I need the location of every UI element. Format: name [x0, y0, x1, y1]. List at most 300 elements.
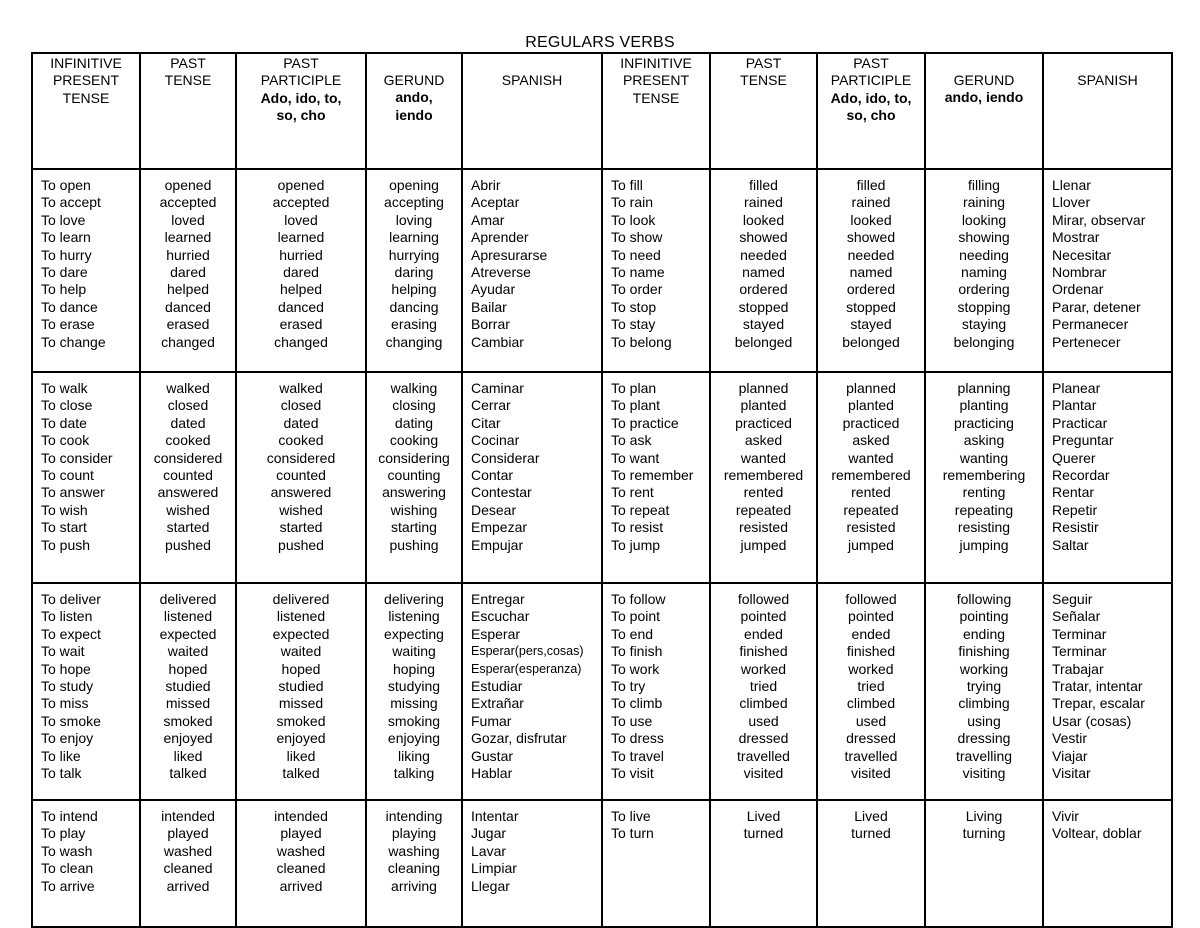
gerund-entry: accepting: [384, 194, 444, 211]
spanish-entry: Amar: [471, 211, 505, 228]
infinitive-entry: To hope: [41, 660, 91, 677]
past-tense-entry: dared: [170, 264, 206, 281]
past-tense-entry: walked: [166, 380, 210, 396]
gerund-entry: opening: [389, 177, 439, 193]
gerund-entry: turning: [962, 825, 1006, 842]
header-line: PARTICIPLE: [260, 72, 342, 89]
spanish-entry: Esperar(esperanza): [471, 661, 582, 676]
spanish-entry: Nombrar: [1052, 264, 1107, 281]
gerund-entry: cooking: [389, 432, 439, 449]
spanish-entry: Desear: [471, 501, 517, 518]
past-participle-entry: jumped: [848, 536, 894, 553]
header-line: PAST: [283, 55, 319, 71]
header-line: PARTICIPLE: [830, 72, 912, 89]
header-subline: ando, iendo: [944, 89, 1024, 106]
past-participle-entry: closed: [280, 397, 322, 414]
infinitive-entry: To repeat: [611, 501, 670, 518]
past-participle-entry: cleaned: [276, 860, 326, 877]
header-past-participle-right: [817, 53, 925, 169]
past-participle-entry: washed: [276, 842, 326, 859]
spanish-entry: Preguntar: [1052, 432, 1114, 449]
past-tense-cell: [140, 372, 236, 583]
gerund-entry: ending: [962, 625, 1006, 642]
spanish-entry: Rentar: [1052, 484, 1095, 501]
spanish-entry: Terminar: [1052, 625, 1107, 642]
infinitive-entry: To accept: [41, 194, 101, 211]
past-tense-entry: washed: [163, 842, 213, 859]
header-gerund-left: [366, 53, 462, 169]
infinitive-entry: To plant: [611, 397, 661, 414]
past-participle-cell: [236, 372, 366, 583]
past-tense-entry: dressed: [738, 730, 789, 747]
past-tense-entry: looked: [742, 211, 785, 228]
past-tense-entry: helped: [166, 281, 210, 298]
header-infinitive-left: [32, 53, 140, 169]
header-past-tense-left: [140, 53, 236, 169]
gerund-entry: dancing: [389, 298, 439, 315]
past-tense-entry: delivered: [159, 591, 217, 607]
past-participle-entry: dared: [283, 264, 319, 281]
past-tense-entry: rained: [744, 194, 783, 211]
infinitive-entry: To resist: [611, 519, 664, 536]
past-participle-entry: ended: [851, 625, 891, 642]
past-participle-entry: smoked: [276, 712, 326, 729]
verb-group-row: [32, 800, 1172, 927]
past-tense-entry: counted: [163, 467, 213, 484]
past-participle-entry: learned: [277, 229, 325, 246]
header-line: PAST: [745, 55, 782, 71]
spanish-entry: Cerrar: [471, 397, 511, 414]
gerund-entry: wishing: [390, 501, 438, 518]
past-participle-entry: climbed: [846, 695, 896, 712]
infinitive-entry: To remember: [611, 467, 694, 484]
past-tense-entry: talked: [169, 765, 207, 782]
gerund-entry: using: [967, 712, 1001, 729]
spanish-entry: Trepar, escalar: [1052, 695, 1145, 712]
past-participle-entry: loved: [284, 211, 318, 228]
past-tense-entry: changed: [161, 333, 215, 350]
infinitive-entry: To open: [41, 177, 91, 193]
header-line: PAST: [853, 55, 889, 71]
infinitive-entry: To look: [611, 211, 656, 228]
infinitive-entry: To smoke: [41, 712, 101, 729]
infinitive-entry: To love: [41, 211, 86, 228]
infinitive-entry: To date: [41, 414, 87, 431]
infinitive-entry: To stop: [611, 298, 657, 315]
infinitive-entry: To travel: [611, 747, 664, 764]
header-line: PRESENT: [622, 72, 690, 89]
infinitive-cell: [32, 169, 140, 372]
spanish-entry: Ordenar: [1052, 281, 1104, 298]
gerund-cell: [366, 800, 462, 927]
gerund-entry: remembering: [942, 467, 1026, 484]
spanish-entry: Vestir: [1052, 730, 1088, 747]
spanish-entry: Gustar: [471, 747, 514, 764]
infinitive-entry: To miss: [41, 695, 89, 712]
gerund-entry: studying: [387, 678, 441, 695]
header-line: PAST: [170, 55, 206, 71]
spanish-entry: Permanecer: [1052, 316, 1129, 333]
spanish-entry: Empezar: [471, 519, 528, 536]
past-participle-entry: planned: [846, 380, 896, 396]
gerund-cell: [366, 583, 462, 800]
spanish-entry: Viajar: [1052, 747, 1088, 764]
infinitive-entry: To want: [611, 449, 660, 466]
spanish-entry: Extrañar: [471, 695, 524, 712]
past-participle-entry: waited: [280, 643, 322, 660]
spanish-entry: Plantar: [1052, 397, 1097, 414]
past-participle-entry: repeated: [843, 501, 899, 518]
infinitive-entry: To cook: [41, 432, 90, 449]
past-tense-entry: studied: [165, 678, 211, 695]
gerund-entry: finishing: [958, 643, 1010, 660]
spanish-entry: Entregar: [471, 591, 525, 607]
past-participle-entry: planted: [848, 397, 894, 414]
past-participle-entry: turned: [851, 825, 891, 842]
infinitive-entry: To intend: [41, 808, 98, 824]
infinitive-cell: [602, 169, 710, 372]
gerund-entry: missing: [390, 695, 438, 712]
past-participle-entry: delivered: [272, 591, 330, 607]
header-infinitive-right: [602, 53, 710, 169]
past-participle-entry: followed: [845, 591, 897, 607]
spanish-entry: Usar (cosas): [1052, 712, 1132, 729]
infinitive-entry: To wish: [41, 501, 88, 518]
past-participle-entry: erased: [279, 316, 323, 333]
header-subline: Ado, ido, to,: [830, 89, 912, 106]
past-participle-cell: [236, 169, 366, 372]
past-tense-entry: opened: [164, 177, 212, 193]
past-tense-entry: cleaned: [163, 860, 213, 877]
spanish-cell: [1043, 169, 1172, 372]
past-tense-entry: jumped: [740, 536, 787, 553]
infinitive-entry: To fill: [611, 177, 643, 193]
spanish-entry: Contestar: [471, 484, 532, 501]
spanish-entry: Aceptar: [471, 194, 520, 211]
infinitive-entry: To live: [611, 808, 651, 824]
spanish-entry: Caminar: [471, 380, 524, 396]
infinitive-entry: To show: [611, 229, 663, 246]
gerund-entry: needing: [959, 246, 1009, 263]
past-tense-entry: erased: [166, 316, 210, 333]
gerund-entry: waiting: [392, 643, 436, 660]
gerund-entry: ordering: [958, 281, 1010, 298]
infinitive-entry: To hurry: [41, 246, 92, 263]
header-line: TENSE: [62, 89, 110, 106]
past-tense-cell: [710, 583, 817, 800]
infinitive-entry: To learn: [41, 229, 91, 246]
past-participle-entry: tried: [857, 678, 885, 695]
spanish-entry: Empujar: [471, 536, 524, 553]
infinitive-entry: To climb: [611, 695, 663, 712]
infinitive-entry: To count: [41, 467, 94, 484]
past-participle-entry: Lived: [854, 808, 888, 824]
gerund-entry: belonging: [953, 333, 1015, 350]
past-tense-cell: [710, 800, 817, 927]
infinitive-entry: To use: [611, 712, 653, 729]
gerund-entry: trying: [966, 678, 1002, 695]
header-subline: iendo: [395, 106, 433, 123]
spanish-entry: Practicar: [1052, 414, 1108, 431]
past-participle-entry: named: [849, 264, 893, 281]
header-past-tense-right: [710, 53, 817, 169]
past-tense-cell: [140, 169, 236, 372]
spanish-cell: [462, 372, 602, 583]
infinitive-cell: [602, 372, 710, 583]
gerund-entry: hurrying: [388, 246, 440, 263]
spanish-entry: Voltear, doblar: [1052, 825, 1142, 842]
past-tense-entry: travelled: [737, 747, 790, 764]
regular-verbs-table: [31, 52, 1173, 928]
past-participle-entry: hurried: [279, 246, 323, 263]
past-participle-entry: stopped: [846, 298, 896, 315]
past-tense-entry: loved: [171, 211, 205, 228]
past-participle-entry: wished: [279, 501, 323, 518]
spanish-entry: Abrir: [471, 177, 501, 193]
gerund-entry: washing: [388, 842, 440, 859]
infinitive-entry: To walk: [41, 380, 88, 396]
spanish-entry: Ayudar: [471, 281, 516, 298]
gerund-entry: following: [956, 591, 1012, 607]
past-participle-entry: travelled: [844, 747, 898, 764]
header-spanish-left: [462, 53, 602, 169]
spanish-entry: Citar: [471, 414, 501, 431]
past-tense-entry: planned: [738, 380, 789, 396]
past-tense-entry: resisted: [738, 519, 789, 536]
spanish-entry: Llenar: [1052, 177, 1091, 193]
past-tense-cell: [140, 583, 236, 800]
gerund-entry: learning: [389, 229, 439, 246]
past-participle-entry: started: [279, 519, 323, 536]
past-participle-entry: practiced: [842, 414, 900, 431]
infinitive-entry: To listen: [41, 608, 93, 625]
past-tense-entry: expected: [159, 625, 217, 642]
spanish-entry: Repetir: [1052, 501, 1098, 518]
spanish-entry: Vivir: [1052, 808, 1079, 824]
spanish-entry: Atreverse: [471, 264, 531, 281]
gerund-cell: [925, 372, 1043, 583]
gerund-entry: jumping: [959, 536, 1009, 553]
spanish-entry: Cambiar: [471, 333, 524, 350]
spanish-entry: Seguir: [1052, 591, 1093, 607]
past-tense-cell: [140, 800, 236, 927]
gerund-entry: naming: [961, 264, 1007, 281]
past-participle-entry: danced: [278, 298, 324, 315]
spanish-entry: Apresurarse: [471, 246, 548, 263]
gerund-cell: [366, 169, 462, 372]
gerund-entry: filling: [968, 177, 1000, 193]
gerund-entry: dating: [394, 414, 434, 431]
spanish-entry: Aprender: [471, 229, 529, 246]
infinitive-entry: To play: [41, 825, 86, 842]
gerund-entry: working: [959, 660, 1009, 677]
infinitive-entry: To clean: [41, 860, 94, 877]
infinitive-entry: To push: [41, 536, 91, 553]
gerund-entry: dressing: [957, 730, 1011, 747]
spanish-entry: Jugar: [471, 825, 507, 842]
past-tense-entry: climbed: [739, 695, 788, 712]
past-participle-entry: opened: [277, 177, 325, 193]
verb-group-row: [32, 169, 1172, 372]
past-tense-entry: Lived: [746, 808, 781, 824]
past-tense-entry: hoped: [168, 660, 208, 677]
header-line: SPANISH: [501, 72, 563, 88]
past-tense-entry: liked: [173, 747, 203, 764]
spanish-entry: Tratar, intentar: [1052, 678, 1143, 695]
past-tense-entry: pointed: [740, 608, 787, 625]
past-participle-cell: [817, 800, 925, 927]
infinitive-entry: To point: [611, 608, 661, 625]
spanish-cell: [1043, 800, 1172, 927]
past-participle-entry: visited: [851, 765, 891, 782]
spanish-cell: [1043, 583, 1172, 800]
past-tense-entry: asked: [744, 432, 783, 449]
infinitive-cell: [602, 583, 710, 800]
gerund-entry: talking: [393, 765, 435, 782]
gerund-entry: practicing: [954, 414, 1014, 431]
past-tense-entry: ordered: [739, 281, 788, 298]
past-participle-entry: answered: [270, 484, 332, 501]
past-tense-entry: used: [748, 712, 779, 729]
past-participle-entry: rained: [851, 194, 891, 211]
past-tense-entry: worked: [740, 660, 787, 677]
past-tense-entry: danced: [165, 298, 211, 315]
gerund-entry: daring: [394, 264, 434, 281]
past-tense-entry: pushed: [165, 536, 211, 553]
past-participle-entry: played: [280, 825, 322, 842]
past-tense-entry: stopped: [738, 298, 789, 315]
gerund-entry: resisting: [957, 519, 1011, 536]
past-tense-entry: remembered: [723, 467, 804, 484]
past-participle-entry: pointed: [848, 608, 894, 625]
past-participle-entry: worked: [848, 660, 894, 677]
infinitive-entry: To answer: [41, 484, 105, 501]
spanish-entry: Terminar: [1052, 643, 1107, 660]
past-tense-entry: followed: [737, 591, 790, 607]
past-participle-entry: cooked: [278, 432, 324, 449]
infinitive-entry: To visit: [611, 765, 654, 782]
past-tense-entry: wanted: [740, 449, 787, 466]
past-tense-entry: dated: [170, 414, 206, 431]
past-tense-entry: learned: [164, 229, 212, 246]
past-participle-cell: [236, 800, 366, 927]
gerund-entry: raining: [962, 194, 1006, 211]
past-participle-entry: liked: [286, 747, 316, 764]
gerund-entry: walking: [390, 380, 438, 396]
past-tense-entry: smoked: [163, 712, 213, 729]
past-tense-entry: played: [167, 825, 209, 842]
past-tense-entry: named: [742, 264, 785, 281]
gerund-entry: smoking: [387, 712, 441, 729]
past-tense-entry: waited: [167, 643, 209, 660]
header-line: GERUND: [383, 72, 445, 88]
past-participle-entry: listened: [276, 608, 326, 625]
past-tense-entry: missed: [165, 695, 211, 712]
past-participle-entry: dated: [283, 414, 319, 431]
past-tense-entry: practiced: [735, 414, 792, 431]
spanish-entry: Resistir: [1052, 519, 1099, 536]
past-participle-entry: missed: [278, 695, 324, 712]
past-tense-entry: arrived: [166, 877, 210, 894]
gerund-entry: repeating: [954, 501, 1014, 518]
past-participle-entry: pushed: [278, 536, 324, 553]
infinitive-entry: To belong: [611, 333, 672, 350]
header-past-participle-left: [236, 53, 366, 169]
past-participle-entry: remembered: [831, 467, 911, 484]
infinitive-entry: To talk: [41, 765, 82, 782]
spanish-entry: Limpiar: [471, 860, 517, 877]
header-gerund-right: [925, 53, 1043, 169]
gerund-cell: [925, 800, 1043, 927]
past-tense-entry: tried: [749, 678, 778, 695]
gerund-entry: counting: [387, 467, 441, 484]
gerund-entry: staying: [961, 316, 1007, 333]
past-tense-entry: needed: [740, 246, 787, 263]
gerund-entry: wanting: [959, 449, 1009, 466]
infinitive-entry: To practice: [611, 414, 679, 431]
gerund-entry: hoping: [392, 660, 436, 677]
header-subline: Ado, ido, to,: [260, 89, 342, 106]
gerund-entry: climbing: [958, 695, 1010, 712]
spanish-cell: [1043, 372, 1172, 583]
past-tense-entry: accepted: [159, 194, 217, 211]
infinitive-entry: To work: [611, 660, 660, 677]
past-tense-entry: planted: [740, 397, 787, 414]
past-tense-entry: intended: [161, 808, 215, 824]
past-tense-entry: cooked: [165, 432, 211, 449]
gerund-entry: loving: [395, 211, 433, 228]
spanish-entry: Planear: [1052, 380, 1101, 396]
gerund-entry: pointing: [959, 608, 1009, 625]
past-tense-entry: started: [166, 519, 210, 536]
past-tense-cell: [710, 169, 817, 372]
past-participle-entry: belonged: [842, 333, 900, 350]
past-participle-entry: studied: [278, 678, 324, 695]
past-participle-cell: [817, 583, 925, 800]
spanish-entry: Querer: [1052, 449, 1096, 466]
gerund-entry: Living: [965, 808, 1003, 824]
infinitive-entry: To dance: [41, 298, 98, 315]
header-subline: so, cho: [846, 107, 896, 124]
gerund-entry: asking: [963, 432, 1005, 449]
spanish-cell: [462, 583, 602, 800]
infinitive-entry: To rent: [611, 484, 654, 501]
past-participle-entry: considered: [266, 449, 336, 466]
infinitive-cell: [32, 372, 140, 583]
infinitive-entry: To ask: [611, 432, 652, 449]
header-spanish-right: [1043, 53, 1172, 169]
infinitive-entry: To turn: [611, 825, 654, 842]
gerund-entry: listening: [388, 608, 440, 625]
past-tense-entry: stayed: [742, 316, 785, 333]
gerund-entry: enjoying: [387, 730, 441, 747]
infinitive-entry: To consider: [41, 449, 113, 466]
infinitive-entry: To dare: [41, 264, 88, 281]
header-line: INFINITIVE: [620, 55, 692, 71]
gerund-entry: helping: [391, 281, 437, 298]
spanish-entry: Bailar: [471, 298, 507, 315]
infinitive-entry: To plan: [611, 380, 657, 396]
gerund-entry: cleaning: [387, 860, 441, 877]
past-participle-entry: resisted: [846, 519, 896, 536]
spanish-entry: Borrar: [471, 316, 510, 333]
infinitive-entry: To dress: [611, 730, 664, 747]
past-participle-entry: rented: [851, 484, 891, 501]
verb-group-row: [32, 583, 1172, 800]
past-participle-entry: filled: [856, 177, 886, 193]
header-row: [32, 53, 1172, 169]
verb-group-row: [32, 372, 1172, 583]
